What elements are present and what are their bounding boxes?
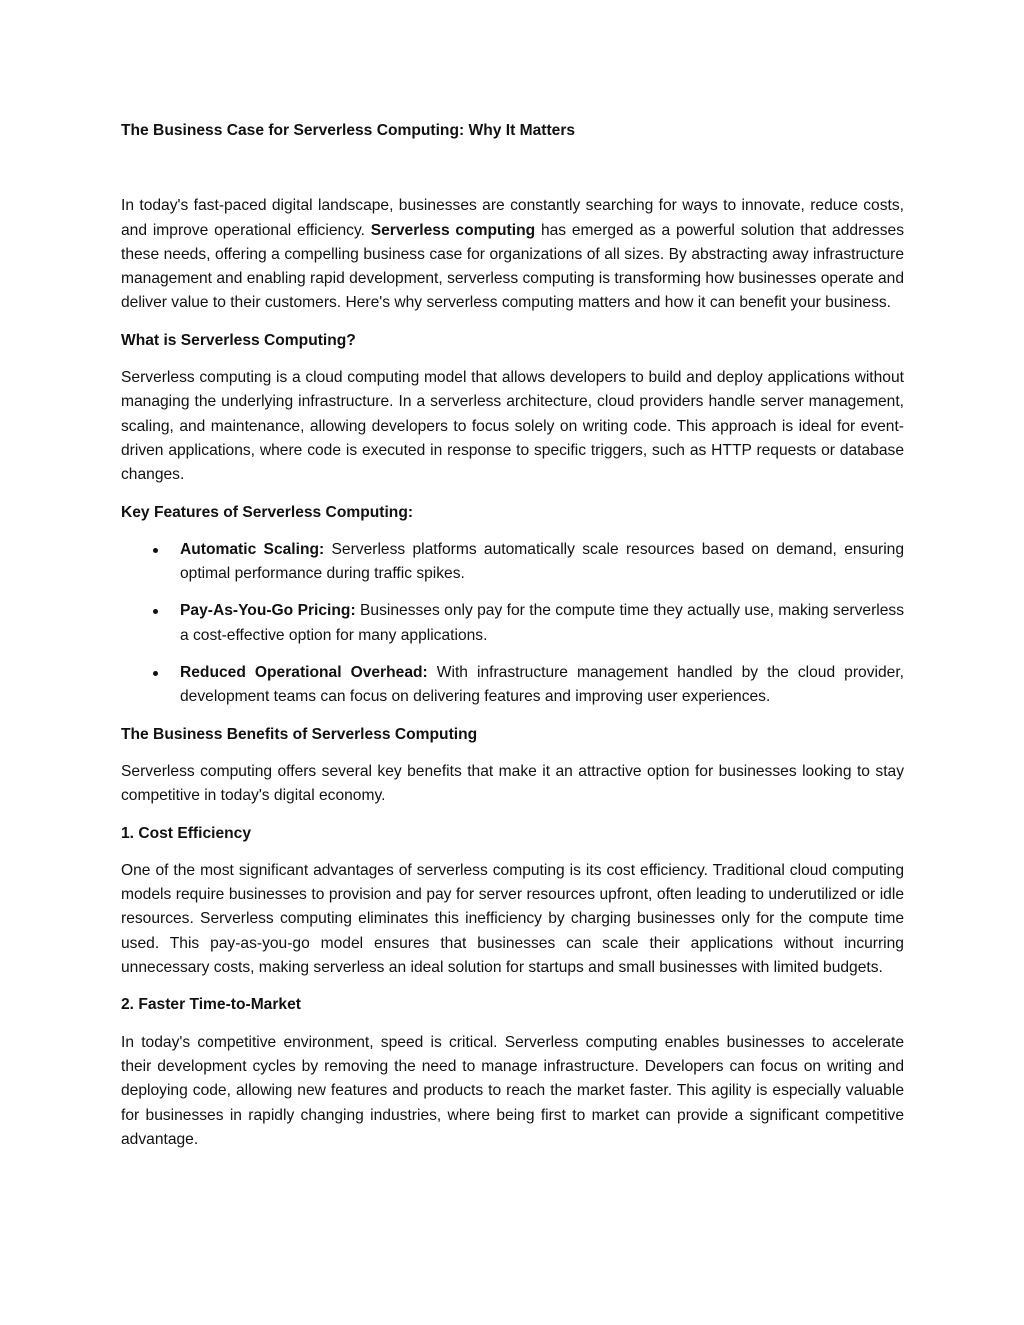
- list-item: [121, 538, 904, 587]
- document-title: The Business Case for Serverless Computing: Why It Matters: [121, 122, 576, 139]
- feature-text: With infrastructure management handled by the cloud provider, development teams can focus on delivering features and improving user experiences.: [180, 664, 904, 706]
- bullet-icon: [153, 609, 158, 614]
- time-to-market-paragraph: In today's competitive environment, speed is critical. Serverless computing enables businesses to accelerate their development cycles by removing the need to manage infrastructure. Developers can focus on writing and deploying code, allowing new features and products to reach the market faster. This agility is especially valuable for businesses in rapidly changing industries, where being first to market can provide a significant competitive advantage.: [121, 1033, 904, 1148]
- features-list: [121, 538, 904, 710]
- intro-text-end: has emerged as a powerful solution that addresses these needs, offering a compelling business case for organizations of all sizes. By abstracting away infrastructure management and enabling rapid development, serverless computing is transforming how businesses operate and deliver value to their customers. Here's why serverless computing matters and how it can benefit your business.: [121, 221, 904, 312]
- cost-efficiency-paragraph: One of the most significant advantages of serverless computing is its cost efficiency. Traditional cloud computing models require businesses to provision and pay for server resources upfront, often leading to underutilized or idle resources. Serverless computing eliminates this inefficiency by charging businesses only for the compute time used. This pay-as-you-go model ensures that businesses can scale their applications without incurring unnecessary costs, making serverless an ideal solution for startups and small businesses with limited budgets.: [121, 861, 904, 977]
- intro-paragraph: [121, 194, 904, 315]
- section-heading-benefits: The Business Benefits of Serverless Computing: [121, 725, 478, 743]
- bullet-icon: [153, 671, 158, 676]
- section-heading-what: What is Serverless Computing?: [121, 331, 356, 349]
- what-paragraph: Serverless computing is a cloud computing model that allows developers to build and deploy applications without managing the underlying infrastructure. In a serverless architecture, cloud providers handle server management, scaling, and maintenance, allowing developers to focus solely on writing code. This approach is ideal for event-driven applications, where code is executed in response to specific triggers, such as HTTP requests or database changes.: [121, 369, 904, 484]
- section-heading-cost-efficiency: 1. Cost Efficiency: [121, 824, 251, 842]
- list-item: [121, 661, 904, 710]
- section-heading-features: Key Features of Serverless Computing:: [121, 503, 414, 521]
- section-heading-time-to-market: 2. Faster Time-to-Market: [121, 996, 301, 1014]
- feature-term: Pay-As-You-Go Pricing:: [180, 602, 356, 620]
- intro-bold-term: Serverless computing: [370, 221, 536, 239]
- feature-term: Reduced Operational Overhead:: [180, 664, 428, 682]
- feature-term: Automatic Scaling:: [180, 540, 325, 558]
- bullet-icon: [153, 548, 158, 553]
- intro-text-start: In today's fast-paced digital landscape, businesses are constantly searching for ways to innovate, reduce costs, and improve operational efficiency.: [121, 197, 904, 239]
- list-item: [121, 599, 904, 648]
- feature-text: Serverless platforms automatically scale resources based on demand, ensuring optimal performance during traffic spikes.: [180, 540, 905, 583]
- document-page: [121, 119, 904, 1165]
- benefits-paragraph: Serverless computing offers several key benefits that make it an attractive option for businesses looking to stay competitive in today's digital economy.: [121, 762, 904, 805]
- feature-text: Businesses only pay for the compute time they actually use, making serverless a cost-effective option for many applications.: [180, 602, 904, 644]
